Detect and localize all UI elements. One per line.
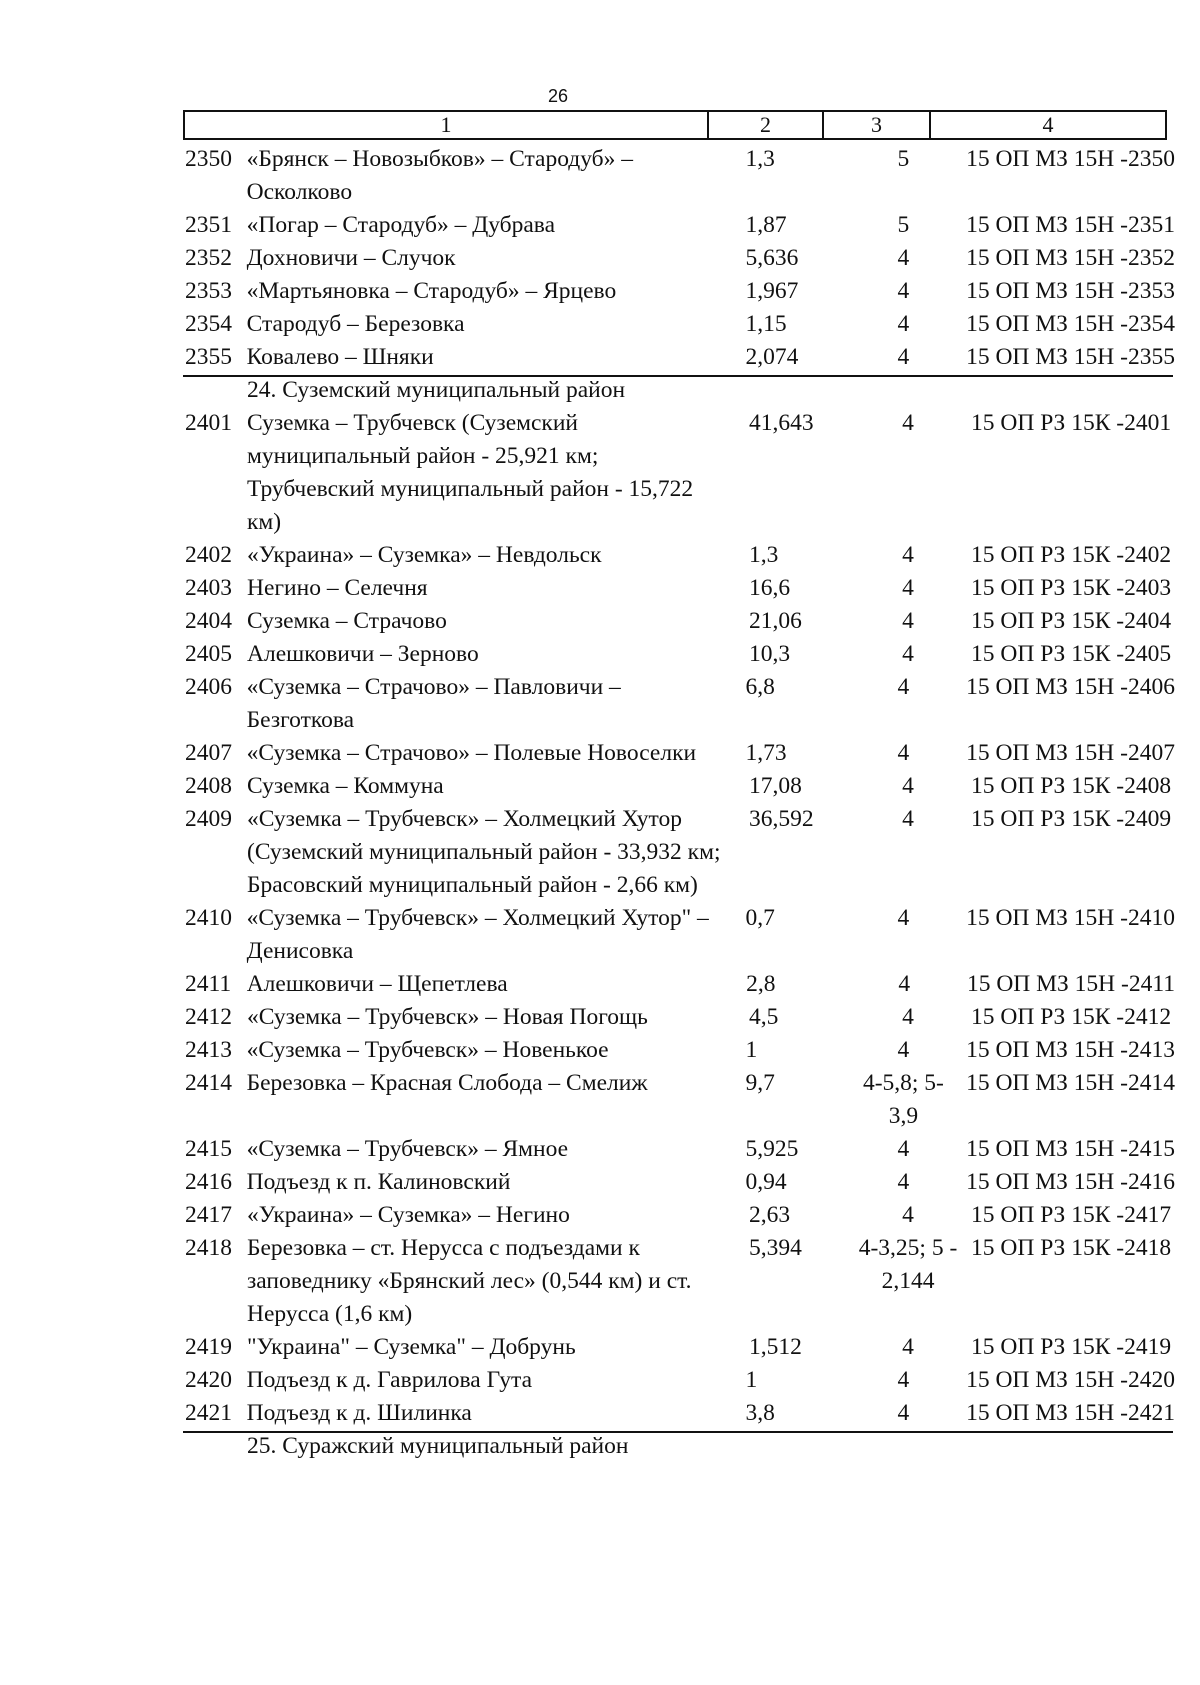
road-category: 4 — [902, 641, 914, 667]
table-header — [183, 110, 1167, 140]
road-number: 2410 — [185, 905, 232, 931]
road-name: «Украина» – Суземка» – Невдольск — [247, 542, 602, 568]
header-col-4: 4 — [1042, 112, 1054, 137]
road-category: 4 — [897, 1169, 910, 1195]
road-name: Дохновичи – Случок — [246, 245, 456, 271]
road-category: 4 — [902, 410, 914, 436]
road-code: 15 ОП МЗ 15Н -2354 — [966, 311, 1175, 337]
table-row — [185, 902, 1175, 968]
road-number: 2419 — [185, 1334, 232, 1360]
road-number: 2405 — [185, 641, 232, 667]
road-category: 4 — [902, 773, 914, 799]
table-row — [185, 1397, 1175, 1430]
road-number: 2421 — [185, 1400, 232, 1426]
road-code: 15 ОП МЗ 15Н -2406 — [966, 674, 1175, 700]
road-code: 15 ОП РЗ 15К -2408 — [971, 773, 1172, 799]
road-number: 2353 — [185, 278, 232, 304]
table-row — [185, 1364, 1175, 1397]
road-name: «Суземка – Трубчевск» – Холмецкий Хутор" – Денисовка — [246, 905, 709, 964]
road-category: 4 — [897, 905, 910, 931]
road-name: «Мартьяновка – Стародуб» – Ярцево — [246, 278, 617, 304]
road-category: 4 — [897, 1400, 910, 1426]
road-length: 1,512 — [749, 1334, 802, 1360]
table-row — [185, 572, 1175, 605]
road-code: 15 ОП МЗ 15Н -2355 — [966, 344, 1175, 370]
road-code: 15 ОП МЗ 15Н -2413 — [966, 1037, 1175, 1063]
road-code: 15 ОП МЗ 15Н -2407 — [966, 740, 1175, 766]
table-row — [185, 605, 1175, 638]
road-length: 5,394 — [749, 1235, 802, 1261]
road-number: 2411 — [185, 971, 232, 997]
road-name: Подъезд к д. Гаврилова Гута — [246, 1367, 533, 1393]
road-length: 9,7 — [745, 1070, 775, 1096]
road-name: "Украина" – Суземка" – Добрунь — [247, 1334, 576, 1360]
table-row — [185, 1199, 1175, 1232]
road-category: 4 — [897, 1367, 910, 1393]
road-code: 15 ОП РЗ 15К -2412 — [971, 1004, 1172, 1030]
road-name: Ковалево – Шняки — [246, 344, 434, 370]
table-row — [185, 1331, 1175, 1364]
road-category: 5 — [897, 146, 910, 172]
table-row — [185, 737, 1175, 770]
table-row — [185, 1166, 1175, 1199]
table-row — [185, 1067, 1175, 1133]
road-length: 1 — [745, 1367, 758, 1393]
header-col-1: 1 — [185, 112, 709, 138]
road-code: 15 ОП МЗ 15Н -2421 — [966, 1400, 1175, 1426]
road-length: 1,73 — [745, 740, 787, 766]
road-name: «Брянск – Новозыбков» – Стародуб» – Осколково — [246, 146, 634, 205]
table-body — [185, 143, 1175, 1463]
road-name: Березовка – ст. Нерусса с подъездами к заповеднику «Брянский лес» (0,544 км) и ст. Нерусса (1,6 км) — [247, 1235, 692, 1327]
table-row — [185, 638, 1175, 671]
road-number: 2354 — [185, 311, 232, 337]
roads-block-1 — [185, 143, 1175, 374]
road-code: 15 ОП РЗ 15К -2417 — [971, 1202, 1172, 1228]
road-number: 2404 — [185, 608, 232, 634]
header-col-2: 2 — [709, 112, 824, 138]
road-number: 2414 — [185, 1070, 232, 1096]
road-number: 2416 — [185, 1169, 232, 1195]
road-length: 5,925 — [745, 1136, 799, 1162]
table-row — [185, 671, 1175, 737]
road-length: 10,3 — [749, 641, 791, 667]
table-row — [185, 968, 1175, 1001]
section-heading-25: 25. Суражский муниципальный район — [247, 1433, 629, 1459]
road-number: 2409 — [185, 806, 232, 832]
road-length: 2,8 — [746, 971, 776, 997]
road-length: 2,074 — [745, 344, 799, 370]
divider-after-2421 — [183, 1431, 1173, 1433]
road-length: 4,5 — [749, 1004, 779, 1030]
road-length: 1,967 — [745, 278, 799, 304]
road-number: 2406 — [185, 674, 232, 700]
road-code: 15 ОП РЗ 15К -2401 — [971, 410, 1172, 436]
road-name: Суземка – Страчово — [247, 608, 447, 634]
road-length: 41,643 — [749, 410, 814, 436]
road-number: 2403 — [185, 575, 232, 601]
road-length: 16,6 — [749, 575, 791, 601]
road-length: 5,636 — [745, 245, 799, 271]
road-code: 15 ОП РЗ 15К -2418 — [971, 1235, 1172, 1261]
road-length: 21,06 — [749, 608, 802, 634]
table-row — [185, 407, 1175, 539]
divider-after-2355 — [183, 375, 1173, 377]
road-category: 4 — [897, 311, 910, 337]
road-code: 15 ОП РЗ 15К -2405 — [971, 641, 1172, 667]
road-code: 15 ОП РЗ 15К -2404 — [971, 608, 1172, 634]
road-code: 15 ОП РЗ 15К -2409 — [971, 806, 1172, 832]
road-length: 36,592 — [749, 806, 814, 832]
road-category: 4 — [897, 245, 910, 271]
road-category: 5 — [897, 212, 910, 238]
road-name: Подъезд к д. Шилинка — [246, 1400, 472, 1426]
road-number: 2408 — [185, 773, 232, 799]
road-category: 4 — [897, 1037, 910, 1063]
table-row — [185, 1001, 1175, 1034]
road-category: 4 — [902, 1334, 914, 1360]
road-length: 6,8 — [745, 674, 775, 700]
roads-block-24 — [185, 407, 1175, 1430]
road-number: 2415 — [185, 1136, 232, 1162]
road-category: 4 — [902, 1004, 914, 1030]
road-code: 15 ОП МЗ 15Н -2415 — [966, 1136, 1175, 1162]
road-number: 2417 — [185, 1202, 232, 1228]
road-code: 15 ОП МЗ 15Н -2414 — [966, 1070, 1175, 1096]
road-length: 1,3 — [745, 146, 775, 172]
table-row — [185, 242, 1175, 275]
road-category: 4 — [902, 608, 914, 634]
road-name: Алешковичи – Щепетлева — [246, 971, 508, 997]
table-row — [185, 308, 1175, 341]
road-number: 2412 — [185, 1004, 232, 1030]
road-name: «Суземка – Трубчевск» – Холмецкий Хутор (Суземский муниципальный район - 33,932 км; Брасовский муниципальный район - 2,66 км) — [247, 806, 721, 898]
road-length: 3,8 — [745, 1400, 775, 1426]
table-row — [185, 143, 1175, 209]
road-number: 2407 — [185, 740, 232, 766]
table-row — [185, 1232, 1175, 1331]
road-category: 4 — [902, 575, 914, 601]
road-number: 2420 — [185, 1367, 232, 1393]
road-name: «Украина» – Суземка» – Негино — [247, 1202, 570, 1228]
road-code: 15 ОП РЗ 15К -2403 — [971, 575, 1172, 601]
road-length: 17,08 — [749, 773, 802, 799]
road-number: 2418 — [185, 1235, 232, 1261]
road-category: 4 — [902, 542, 914, 568]
road-category: 4 — [897, 344, 910, 370]
table-row — [185, 209, 1175, 242]
road-name: «Суземка – Трубчевск» – Новенькое — [246, 1037, 609, 1063]
section-heading-24: 24. Суземский муниципальный район — [247, 377, 626, 403]
road-length: 1,15 — [745, 311, 787, 337]
road-length: 1,87 — [745, 212, 787, 238]
road-category: 4-3,25; 5 - 2,144 — [858, 1235, 958, 1294]
table-row — [185, 341, 1175, 374]
page-number: 26 — [548, 86, 569, 106]
road-name: Суземка – Коммуна — [247, 773, 444, 799]
road-category: 4-5,8; 5-3,9 — [862, 1070, 944, 1129]
road-name: Негино – Селечня — [247, 575, 428, 601]
road-name: «Суземка – Страчово» – Павловичи – Безготкова — [246, 674, 621, 733]
road-category: 4 — [902, 806, 914, 832]
road-length: 1 — [745, 1037, 758, 1063]
road-number: 2413 — [185, 1037, 232, 1063]
road-code: 15 ОП МЗ 15Н -2420 — [966, 1367, 1175, 1393]
road-name: Березовка – Красная Слобода – Смелиж — [246, 1070, 648, 1096]
road-length: 0,94 — [745, 1169, 787, 1195]
table-row — [185, 1034, 1175, 1067]
road-category: 4 — [897, 674, 910, 700]
road-number: 2351 — [185, 212, 232, 238]
road-code: 15 ОП МЗ 15Н -2353 — [966, 278, 1175, 304]
road-length: 2,63 — [749, 1202, 791, 1228]
road-number: 2355 — [185, 344, 232, 370]
road-code: 15 ОП МЗ 15Н -2416 — [966, 1169, 1175, 1195]
road-category: 4 — [897, 1136, 910, 1162]
road-code: 15 ОП МЗ 15Н -2350 — [966, 146, 1175, 172]
road-name: «Суземка – Трубчевск» – Новая Погощь — [247, 1004, 648, 1030]
road-code: 15 ОП МЗ 15Н -2352 — [966, 245, 1175, 271]
road-category: 4 — [897, 740, 910, 766]
road-code: 15 ОП МЗ 15Н -2351 — [966, 212, 1175, 238]
table-row — [185, 539, 1175, 572]
header-col-3: 3 — [824, 112, 931, 138]
road-code: 15 ОП РЗ 15К -2402 — [971, 542, 1172, 568]
table-row — [185, 770, 1175, 803]
road-number: 2350 — [185, 146, 232, 172]
road-name: Алешковичи – Зерново — [247, 641, 479, 667]
road-category: 4 — [898, 971, 911, 997]
table-row — [185, 1133, 1175, 1166]
road-number: 2401 — [185, 410, 232, 436]
road-code: 15 ОП РЗ 15К -2419 — [971, 1334, 1172, 1360]
road-name: «Суземка – Страчово» – Полевые Новоселки — [246, 740, 697, 766]
road-number: 2402 — [185, 542, 232, 568]
road-category: 4 — [897, 278, 910, 304]
road-name: Стародуб – Березовка — [246, 311, 465, 337]
road-length: 0,7 — [745, 905, 775, 931]
road-name: Подъезд к п. Калиновский — [246, 1169, 511, 1195]
road-code: 15 ОП МЗ 15Н -2410 — [966, 905, 1175, 931]
road-length: 1,3 — [749, 542, 779, 568]
road-number: 2352 — [185, 245, 232, 271]
road-category: 4 — [902, 1202, 914, 1228]
road-name: Суземка – Трубчевск (Суземский муниципальный район - 25,921 км; Трубчевский муниципальный район - 15,722 км) — [247, 410, 694, 535]
table-row — [185, 275, 1175, 308]
road-code: 15 ОП МЗ 15Н -2411 — [966, 971, 1175, 997]
road-name: «Суземка – Трубчевск» – Ямное — [246, 1136, 569, 1162]
road-name: «Погар – Стародуб» – Дубрава — [246, 212, 556, 238]
table-row — [185, 803, 1175, 902]
